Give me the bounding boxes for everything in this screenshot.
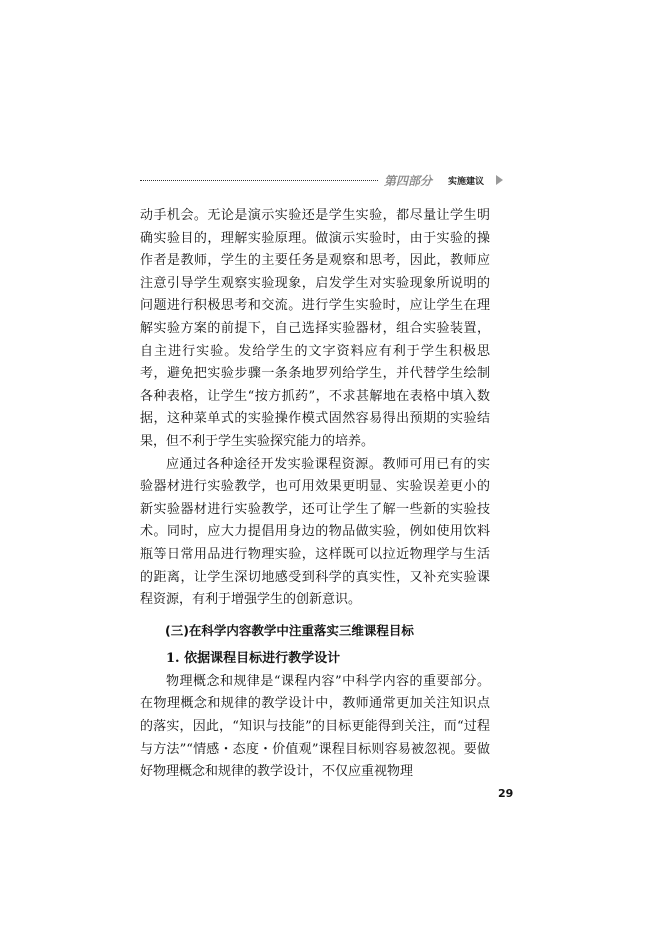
running-header [140,172,510,188]
paragraph-3: 物理概念和规律是“课程内容”中科学内容的重要部分。在物理概念和规律的教学设计中，教师通常更加关注知识点的落实，因此，“知识与技能”的目标更能得到关注，而“过程与方法”“情感・态度・价值观”课程目标则容易被忽视。要做好物理概念和规律的教学设计，不仅应重视物理 [140,673,490,780]
subheading: 1. 依据课程目标进行教学设计 [166,651,341,667]
header-section-label: 实施建议 [448,177,485,187]
header-dotted-rule [140,180,378,181]
paragraph-1: 动手机会。无论是演示实验还是学生实验，都尽量让学生明确实验目的，理解实验原理。做演示实验时，由于实验的操作者是教师，学生的主要任务是观察和思考，因此，教师应注意引导学生观察实验现象，启发学生对实验现象所说明的问题进行积极思考和交流。进行学生实验时，应让学生在理解实验方案的前提下，自己选择实验器材，组合实验装置，自主进行实验。发给学生的文字资料应有利于学生积极思考，避免把实验步骤一条条地罗列给学生，并代替学生绘制各种表格，让学生“按方抓药”，不求甚解地在表格中填入数据，这种菜单式的实验操作模式固然容易得出预期的实验结果，但不利于学生实验探究能力的培养。 [140,208,490,449]
triangle-right-icon [496,175,503,185]
header-part-label: 第四部分 [384,174,433,188]
page-body [140,205,490,784]
paragraph-2: 应通过各种途径开发实验课程资源。教师可用已有的实验器材进行实验教学，也可用效果更明显、实验误差更小的新实验器材进行实验教学，还可让学生了解一些新的实验技术。同时，应大力提倡用身边的物品做实验，例如使用饮料瓶等日常用品进行物理实验，这样既可以拉近物理学与生活的距离，让学生深切地感受到科学的真实性，又补充实验课程资源，有利于增强学生的创新意识。 [140,456,490,608]
page-number: 29 [498,787,514,800]
section-heading: (三)在科学内容教学中注重落实三维课程目标 [165,622,414,638]
